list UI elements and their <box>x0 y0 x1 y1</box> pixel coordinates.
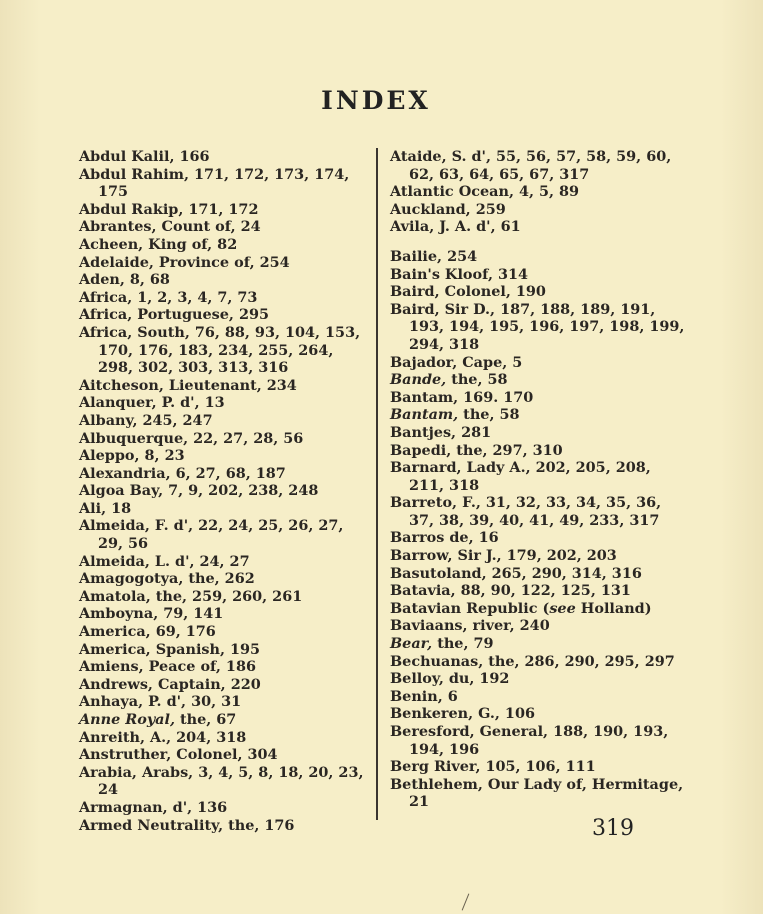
entry-text: Bailie, 254 <box>390 247 478 265</box>
index-entry <box>79 658 369 676</box>
entry-text: Baird, Sir D., 187, 188, 189, 191, 193, 194, 195, 196, 197, 198, 199, 294, 318 <box>390 300 685 353</box>
index-entry <box>79 500 369 518</box>
entry-text: Andrews, Captain, 220 <box>79 675 261 693</box>
index-entry <box>79 641 369 659</box>
entry-text: Aitcheson, Lieutenant, 234 <box>79 376 297 394</box>
entry-text: Amatola, the, 259, 260, 261 <box>79 587 303 605</box>
index-entry <box>390 201 690 219</box>
entry-text: Adelaide, Province of, 254 <box>79 253 290 271</box>
entry-text: Algoa Bay, 7, 9, 202, 238, 248 <box>79 482 319 500</box>
page-number: 319 <box>592 816 634 841</box>
index-entry <box>79 711 369 729</box>
entry-text: the, 79 <box>432 635 494 653</box>
entry-text: Barreto, F., 31, 32, 33, 34, 35, 36, 37, 38, 39, 40, 41, 49, 233, 317 <box>390 494 662 529</box>
entry-text: Armagnan, d', 136 <box>79 798 228 816</box>
index-entry <box>79 218 369 236</box>
entry-text: Abdul Rahim, 171, 172, 173, 174, 175 <box>79 165 350 201</box>
entry-text: Anhaya, P. d', 30, 31 <box>79 693 242 711</box>
entry-text: Basutoland, 265, 290, 314, 316 <box>390 564 642 582</box>
entry-text: Amiens, Peace of, 186 <box>79 658 256 676</box>
index-entry <box>390 301 690 354</box>
entry-text: Ali, 18 <box>79 499 132 517</box>
entry-text: Baviaans, river, 240 <box>390 617 550 635</box>
entry-italic-term: see <box>549 599 576 617</box>
index-entry <box>79 553 369 571</box>
index-entry <box>390 635 690 653</box>
entry-text: Aleppo, 8, 23 <box>79 447 185 465</box>
page-title: INDEX <box>321 86 431 115</box>
entry-text: America, 69, 176 <box>79 623 216 641</box>
entry-italic-term: Bande, <box>390 371 447 389</box>
index-entry <box>79 693 369 711</box>
index-entry <box>390 354 690 372</box>
index-entry <box>390 600 690 618</box>
entry-text: Almeida, F. d', 22, 24, 25, 26, 27, 29, 56 <box>79 517 344 553</box>
entry-text: Abrantes, Count of, 24 <box>79 218 261 236</box>
index-entry <box>390 758 690 776</box>
entry-text: Albany, 245, 247 <box>79 411 213 429</box>
index-entry <box>79 570 369 588</box>
index-entry <box>79 324 369 377</box>
index-entry <box>79 605 369 623</box>
entry-text: Avila, J. A. d', 61 <box>390 218 521 236</box>
entry-text: Bantjes, 281 <box>390 423 492 441</box>
entry-text: Africa, Portuguese, 295 <box>79 306 269 324</box>
index-entry <box>390 442 690 460</box>
entry-text: Aden, 8, 68 <box>79 271 170 289</box>
entry-text: Batavia, 88, 90, 122, 125, 131 <box>390 582 631 600</box>
entry-text: Beresford, General, 188, 190, 193, 194, 196 <box>390 723 669 758</box>
entry-text: Africa, 1, 2, 3, 4, 7, 73 <box>79 288 258 306</box>
index-entry <box>79 148 369 166</box>
index-entry <box>390 670 690 688</box>
index-entry <box>79 166 369 201</box>
entry-text: Benin, 6 <box>390 687 458 705</box>
index-entry <box>390 424 690 442</box>
index-entry <box>390 389 690 407</box>
index-entry <box>390 494 690 529</box>
entry-italic-term: Anne Royal, <box>79 711 175 728</box>
entry-text: Belloy, du, 192 <box>390 670 510 688</box>
entry-text: Albuquerque, 22, 27, 28, 56 <box>79 429 304 447</box>
entry-text: Benkeren, G., 106 <box>390 705 535 723</box>
index-entry <box>390 371 690 389</box>
entry-text: Armed Neutrality, the, 176 <box>79 816 295 834</box>
index-entry <box>390 617 690 635</box>
pencil-mark <box>462 893 470 910</box>
index-entry <box>390 248 690 266</box>
index-entry <box>79 517 369 552</box>
index-entry <box>79 465 369 483</box>
entry-text: Auckland, 259 <box>390 200 506 218</box>
entry-text: Alanquer, P. d', 13 <box>79 394 225 412</box>
index-entry <box>390 723 690 758</box>
entry-text: Arabia, Arabs, 3, 4, 5, 8, 18, 20, 23, 24 <box>79 763 364 799</box>
index-column-left <box>79 148 369 834</box>
index-entry <box>390 565 690 583</box>
entry-text: Bantam, 169. 170 <box>390 388 534 406</box>
entry-italic-term: Bear, <box>390 635 433 653</box>
index-entry <box>79 746 369 764</box>
entry-text: Abdul Kalil, 166 <box>79 148 210 165</box>
entry-text: the, 58 <box>458 406 520 424</box>
entry-text: Bapedi, the, 297, 310 <box>390 441 563 459</box>
entry-text: Amagogotya, the, 262 <box>79 570 255 588</box>
entry-text: Amboyna, 79, 141 <box>79 605 224 623</box>
index-entry <box>79 447 369 465</box>
entry-text: Holland) <box>575 599 652 617</box>
index-entry <box>79 817 369 835</box>
index-entry <box>79 764 369 799</box>
entry-text: Anreith, A., 204, 318 <box>79 728 247 746</box>
index-entry <box>390 148 690 183</box>
index-entry <box>79 254 369 272</box>
index-entry <box>79 412 369 430</box>
entry-italic-term: Bantam, <box>390 406 459 424</box>
entry-text: Berg River, 105, 106, 111 <box>390 758 596 776</box>
entry-text: Barrow, Sir J., 179, 202, 203 <box>390 547 617 565</box>
entry-text: Alexandria, 6, 27, 68, 187 <box>79 464 286 482</box>
entry-text: Barnard, Lady A., 202, 205, 208, 211, 318 <box>390 459 651 494</box>
index-entry <box>79 588 369 606</box>
index-entry <box>79 394 369 412</box>
index-entry <box>390 653 690 671</box>
entry-text: Almeida, L. d', 24, 27 <box>79 552 250 570</box>
index-entry <box>79 430 369 448</box>
index-entry <box>390 547 690 565</box>
entry-text: America, Spanish, 195 <box>79 640 261 658</box>
entry-text: Bain's Kloof, 314 <box>390 265 529 283</box>
index-entry <box>79 306 369 324</box>
entry-text: Atlantic Ocean, 4, 5, 89 <box>390 183 580 201</box>
index-entry <box>79 729 369 747</box>
index-entry <box>79 799 369 817</box>
index-entry <box>79 377 369 395</box>
index-entry <box>390 776 690 811</box>
entry-text: Bechuanas, the, 286, 290, 295, 297 <box>390 652 675 670</box>
index-entry <box>390 218 690 236</box>
entry-text: Acheen, King of, 82 <box>79 235 238 253</box>
entry-text: Anstruther, Colonel, 304 <box>79 746 278 764</box>
index-entry <box>79 289 369 307</box>
index-entry <box>390 459 690 494</box>
index-entry <box>390 183 690 201</box>
index-column-right <box>390 148 690 811</box>
entry-text: Bethlehem, Our Lady of, Hermitage, 21 <box>390 775 684 811</box>
index-entry <box>390 688 690 706</box>
index-entry <box>79 623 369 641</box>
index-entry <box>79 482 369 500</box>
index-entry <box>390 529 690 547</box>
entry-text: Abdul Rakip, 171, 172 <box>79 200 259 218</box>
entry-text: Barros de, 16 <box>390 529 499 547</box>
entry-text: the, 67 <box>174 711 237 728</box>
entry-text: Africa, South, 76, 88, 93, 104, 153, 170, 176, 183, 234, 255, 264, 298, 302, 303, 313, 316 <box>79 323 361 377</box>
entry-text: Batavian Republic ( <box>390 599 550 617</box>
index-entry <box>79 676 369 694</box>
entry-text: Baird, Colonel, 190 <box>390 283 546 301</box>
index-entry <box>390 705 690 723</box>
index-entry <box>79 271 369 289</box>
entry-text: the, 58 <box>446 371 508 389</box>
index-entry <box>79 236 369 254</box>
column-divider <box>376 148 378 820</box>
entry-text: Ataide, S. d', 55, 56, 57, 58, 59, 60, 62, 63, 64, 65, 67, 317 <box>390 148 672 183</box>
index-entry <box>390 266 690 284</box>
index-entry <box>390 406 690 424</box>
index-entry <box>390 582 690 600</box>
index-entry <box>390 283 690 301</box>
entry-text: Bajador, Cape, 5 <box>390 353 523 371</box>
index-entry <box>79 201 369 219</box>
